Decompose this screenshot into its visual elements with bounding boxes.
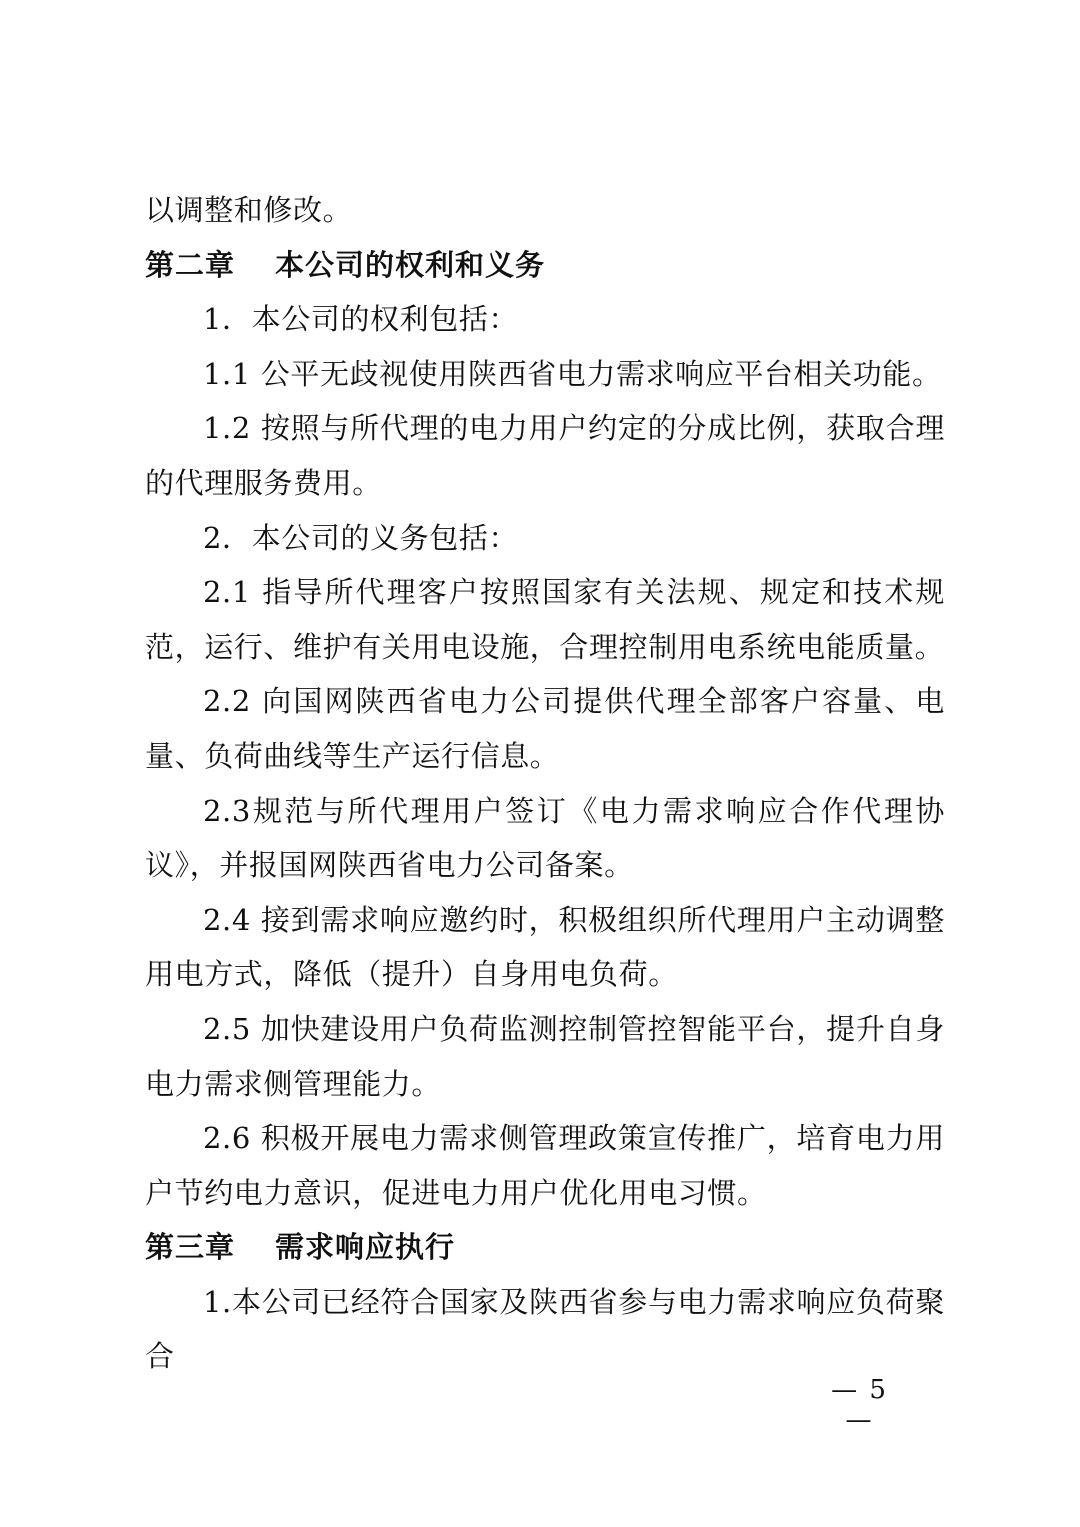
paragraph-obligations-heading: 2．本公司的义务包括： [203, 520, 519, 555]
chapter-2-title: 本公司的权利和义务 [275, 247, 546, 282]
chapter-3-title: 需求响应执行 [275, 1230, 456, 1265]
chapter-3-number: 第三章 [145, 1230, 236, 1265]
page-number: — 5 — [831, 1375, 888, 1435]
paragraph-2-1: 2.1 指导所代理客户按照国家有关法规、规定和技术规范，运行、维护有关用电设施，合理控制用电系统电能质量。 [145, 575, 945, 664]
chapter-3-heading [145, 1220, 945, 1275]
chapter-2-number: 第二章 [145, 247, 236, 282]
paragraph-1-2: 1.2 按照与所代理的电力用户约定的分成比例，获取合理的代理服务费用。 [145, 411, 945, 500]
chapter-2-heading [145, 238, 945, 293]
paragraph-3-1: 1.本公司已经符合国家及陕西省参与电力需求响应负荷聚合 [145, 1284, 945, 1374]
paragraph-rights-heading: 1．本公司的权利包括： [203, 302, 519, 337]
paragraph-1-1: 1.1 公平无歧视使用陕西省电力需求响应平台相关功能。 [203, 356, 942, 391]
document-body [145, 183, 945, 1384]
paragraph-2-3: 2.3规范与所代理用户签订《电力需求响应合作代理协议》，并报国网陕西省电力公司备案。 [145, 793, 945, 883]
paragraph-2-6: 2.6 积极开展电力需求侧管理政策宣传推广，培育电力用户节约电力意识，促进电力用户优化用电习惯。 [145, 1121, 945, 1210]
paragraph-intro-tail: 以调整和修改。 [145, 193, 353, 227]
paragraph-2-5: 2.5 加快建设用户负荷监测控制管控智能平台，提升自身电力需求侧管理能力。 [145, 1011, 945, 1101]
paragraph-2-2: 2.2 向国网陕西省电力公司提供代理全部客户容量、电量、负荷曲线等生产运行信息。 [145, 684, 945, 773]
paragraph-2-4: 2.4 接到需求响应邀约时，积极组织所代理用户主动调整用电方式，降低（提升）自身用电负荷。 [145, 902, 945, 992]
